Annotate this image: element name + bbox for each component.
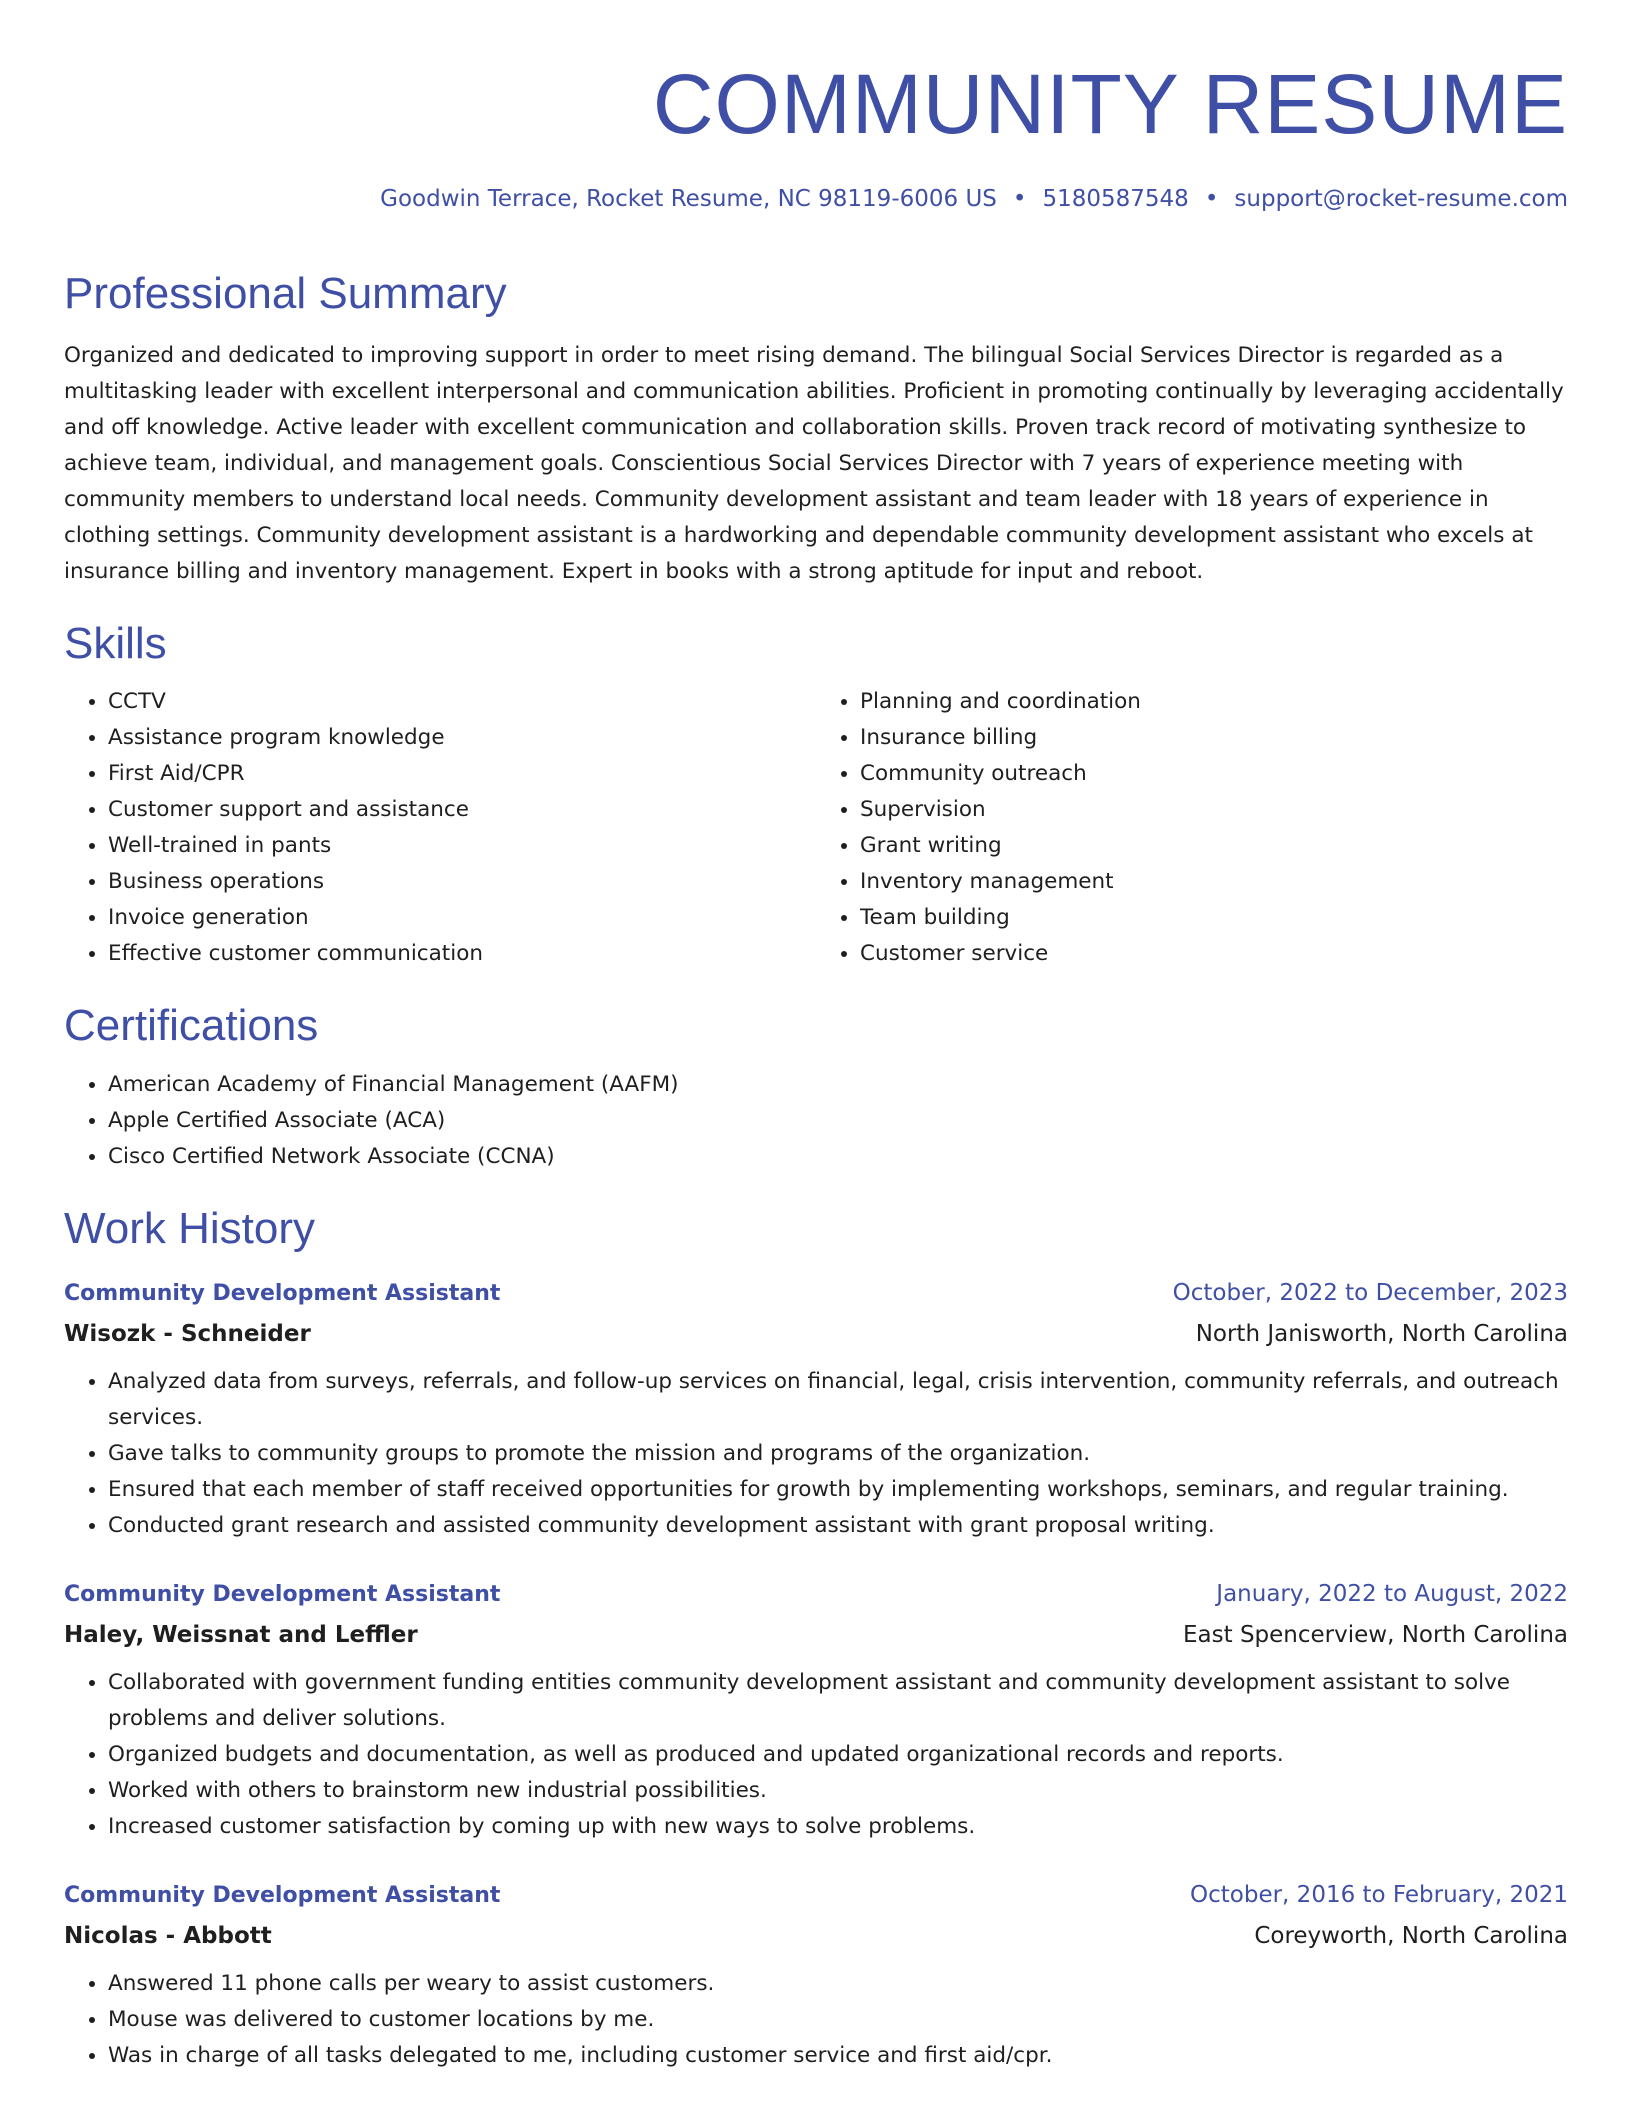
job-company: Wisozk - Schneider bbox=[64, 1321, 311, 1348]
job-bullet: • Conducted grant research and assisted community development assistant with grant proposal writing. bbox=[108, 1508, 1568, 1544]
job-company-row bbox=[64, 1916, 1568, 1956]
contact-separator: • bbox=[1012, 186, 1027, 212]
skill-item: • Well-trained in pants bbox=[108, 828, 816, 864]
certification-item: • Cisco Certified Network Associate (CCNA) bbox=[108, 1139, 1568, 1175]
job-location: North Janisworth, North Carolina bbox=[1195, 1321, 1568, 1348]
skills-heading: Skills bbox=[64, 618, 167, 668]
job-dates: October, 2016 to February, 2021 bbox=[1190, 1882, 1568, 1909]
skill-item: • Inventory management bbox=[860, 864, 1568, 900]
job-dates: January, 2022 to August, 2022 bbox=[1216, 1581, 1568, 1608]
contact-address: Goodwin Terrace, Rocket Resume, NC 98119-6006 US bbox=[380, 186, 997, 212]
job-bullets bbox=[64, 1966, 1568, 2074]
job-company: Nicolas - Abbott bbox=[64, 1923, 272, 1950]
resume-name: COMMUNITY RESUME bbox=[652, 57, 1568, 151]
job-bullet: • Was in charge of all tasks delegated to me, including customer service and first aid/cpr. bbox=[108, 2038, 1568, 2074]
job-title-row bbox=[64, 1875, 1568, 1916]
certification-item: • Apple Certified Associate (ACA) bbox=[108, 1103, 1568, 1139]
skill-item: • Team building bbox=[860, 900, 1568, 936]
job-bullet: • Organized budgets and documentation, as well as produced and updated organizational records and reports. bbox=[108, 1737, 1568, 1773]
skill-item: • Invoice generation bbox=[108, 900, 816, 936]
skill-item: • Effective customer communication bbox=[108, 936, 816, 972]
job-bullets bbox=[64, 1364, 1568, 1544]
contact-email[interactable]: support@rocket-resume.com bbox=[1234, 186, 1568, 212]
summary-text: Organized and dedicated to improving support in order to meet rising demand. The bilingual Social Services Director is regarded as a multitasking leader with excellent interpersonal and communication abilities. Proficient in promoting continually by leveraging accidentally and off knowledge. Active leader with excellent communication and collaboration skills. Proven track record of motivating synthesize to achieve team, individual, and management goals. Conscientious Social Services Director with 7 years of experience meeting with community members to understand local needs. Community development assistant and team leader with 18 years of experience in clothing settings. Community development assistant is a hardworking and dependable community development assistant who excels at insurance billing and inventory management. Expert in books with a strong aptitude for input and reboot. bbox=[64, 342, 1564, 584]
job-bullet: • Ensured that each member of staff received opportunities for growth by implementing workshops, seminars, and regular training. bbox=[108, 1472, 1568, 1508]
contact-phone: 5180587548 bbox=[1042, 186, 1189, 212]
job-company-row bbox=[64, 1615, 1568, 1655]
skills-right-list bbox=[816, 684, 1568, 972]
job-title: Community Development Assistant bbox=[64, 1883, 501, 1909]
job-company-row bbox=[64, 1314, 1568, 1354]
skill-item: • Supervision bbox=[860, 792, 1568, 828]
job-title: Community Development Assistant bbox=[64, 1281, 501, 1307]
certifications-list bbox=[64, 1067, 1568, 1175]
skill-item: • Assistance program knowledge bbox=[108, 720, 816, 756]
job-bullet: • Collaborated with government funding entities community development assistant and community development assistant to solve problems and deliver solutions. bbox=[108, 1665, 1568, 1737]
job-bullets bbox=[64, 1665, 1568, 1845]
skill-item: • Insurance billing bbox=[860, 720, 1568, 756]
job-bullet: • Analyzed data from surveys, referrals, and follow-up services on financial, legal, crisis intervention, community referrals, and outreach services. bbox=[108, 1364, 1568, 1436]
job-entry bbox=[64, 1574, 1568, 1845]
skills-left-list bbox=[64, 684, 816, 972]
job-bullet: • Worked with others to brainstorm new industrial possibilities. bbox=[108, 1773, 1568, 1809]
summary-heading: Professional Summary bbox=[64, 268, 507, 318]
skill-item: • Business operations bbox=[108, 864, 816, 900]
resume-page bbox=[64, 0, 1568, 2074]
contact-line bbox=[64, 186, 1568, 214]
job-title-row bbox=[64, 1574, 1568, 1615]
job-bullet: • Increased customer satisfaction by coming up with new ways to solve problems. bbox=[108, 1809, 1568, 1845]
certification-item: • American Academy of Financial Management (AAFM) bbox=[108, 1067, 1568, 1103]
skill-item: • Grant writing bbox=[860, 828, 1568, 864]
certifications-heading: Certifications bbox=[64, 1001, 319, 1051]
skill-item: • Customer service bbox=[860, 936, 1568, 972]
job-entry bbox=[64, 1875, 1568, 2074]
job-bullet: • Mouse was delivered to customer locations by me. bbox=[108, 2002, 1568, 2038]
job-bullet: • Answered 11 phone calls per weary to assist customers. bbox=[108, 1966, 1568, 2002]
job-location: Coreyworth, North Carolina bbox=[1254, 1923, 1568, 1950]
skill-item: • Community outreach bbox=[860, 756, 1568, 792]
job-company: Haley, Weissnat and Leffler bbox=[64, 1622, 418, 1649]
job-dates: October, 2022 to December, 2023 bbox=[1172, 1280, 1568, 1307]
contact-separator: • bbox=[1204, 186, 1219, 212]
job-title: Community Development Assistant bbox=[64, 1582, 501, 1608]
job-bullet: • Gave talks to community groups to promote the mission and programs of the organization. bbox=[108, 1436, 1568, 1472]
skill-item: • CCTV bbox=[108, 684, 816, 720]
skill-item: • Planning and coordination bbox=[860, 684, 1568, 720]
job-entry bbox=[64, 1273, 1568, 1544]
work-history-heading: Work History bbox=[64, 1203, 315, 1253]
skill-item: • First Aid/CPR bbox=[108, 756, 816, 792]
skill-item: • Customer support and assistance bbox=[108, 792, 816, 828]
job-title-row bbox=[64, 1273, 1568, 1314]
job-location: East Spencerview, North Carolina bbox=[1183, 1622, 1568, 1649]
skills-columns bbox=[64, 684, 1568, 972]
